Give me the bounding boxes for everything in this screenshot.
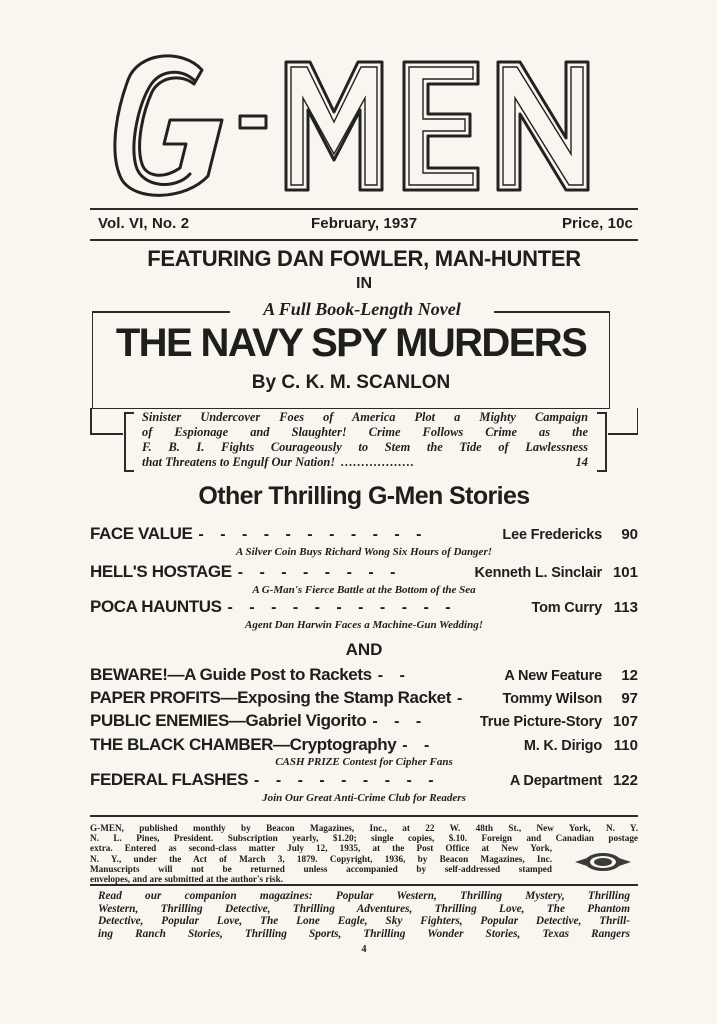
issue-line [98, 213, 633, 235]
companion-line: Read our companion magazines: Popular Western, Thrilling Mystery, Thrilling [98, 890, 630, 902]
toc-title: PAPER PROFITS—Exposing the Stamp Racket [90, 688, 451, 707]
pubinfo-line: envelopes, and are submitted at the author's risk. [90, 874, 284, 885]
and-divider: AND [345, 640, 383, 659]
blurb-line: that Threatens to Engulf Our Nation! [142, 455, 336, 469]
companion-line: Detective, Popular Love, The Lone Eagle, Sky Fighters, Popular Detective, Thrill- [98, 915, 630, 927]
pubinfo-rule-bottom [90, 884, 638, 886]
featuring-line: FEATURING DAN FOWLER, MAN-HUNTER [147, 246, 581, 271]
novel-byline: By C. K. M. SCANLON [251, 372, 451, 393]
blurb-connector-left [90, 433, 123, 435]
toc-row [90, 597, 638, 619]
toc-title: FACE VALUE [90, 524, 193, 543]
other-stories-heading: Other Thrilling G-Men Stories [198, 482, 530, 510]
novel-blurb [142, 410, 588, 470]
companion-magazines [98, 890, 630, 940]
toc-title: BEWARE!—A Guide Post to Rackets [90, 665, 372, 684]
toc-author: Lee Fredericks [502, 527, 602, 543]
pubinfo-rule-top [90, 815, 638, 817]
toc-subtitle: A G-Man's Fierce Battle at the Bottom of the Sea [252, 584, 476, 596]
toc-row [90, 665, 638, 687]
toc-page: 12 [621, 667, 638, 684]
toc-title: HELL'S HOSTAGE [90, 562, 232, 581]
toc-leader: - - - - - - - - [237, 564, 402, 581]
toc-title: PUBLIC ENEMIES—Gabriel Vigorito [90, 711, 367, 730]
toc-title: FEDERAL FLASHES [90, 770, 249, 789]
masthead-logo [90, 40, 630, 205]
toc-author: True Picture-Story [479, 714, 602, 730]
blurb-line: Sinister Undercover Foes of America Plot a Mighty Campaign [142, 410, 588, 424]
toc-subtitle: Join Our Great Anti-Crime Club for Readers [262, 792, 466, 804]
toc-row [90, 711, 638, 733]
novel-kicker: A Full Book-Length Novel [263, 299, 461, 319]
toc-author: A Department [509, 773, 602, 789]
volume-number: Vol. VI, No. 2 [98, 215, 190, 232]
toc-leader: - - [402, 737, 436, 754]
toc-row [90, 688, 638, 710]
toc-page: 97 [621, 690, 638, 707]
toc-row [90, 524, 638, 546]
toc-leader: - [457, 690, 469, 707]
pubinfo-line: Manuscripts will not be returned unless accompanied by self-addressed stamped [90, 863, 552, 874]
toc-row [90, 735, 638, 757]
blurb-frame-right [637, 408, 639, 434]
companion-line: Western, Thrilling Detective, Thrilling Adventures, Thrilling Love, The Phantom [98, 902, 630, 915]
toc-leader: - - - - - - - - - - - [227, 599, 457, 616]
novel-blurb-frame [90, 408, 638, 474]
toc-author: Tommy Wilson [502, 691, 602, 707]
publication-info [90, 823, 638, 884]
blurb-last-line [142, 455, 588, 470]
issue-rule-top [90, 208, 638, 210]
toc-author: Kenneth L. Sinclair [474, 565, 602, 581]
toc-page: 90 [621, 526, 638, 543]
blurb-connector-right [608, 433, 638, 435]
pubinfo-line: N. L. Pines, President. Subscription yearly, $1.20; single copies, $.10. Foreign and Canadian postage [90, 833, 638, 844]
publisher-emblem-icon [573, 850, 633, 874]
novel-title: THE NAVY SPY MURDERS [115, 321, 587, 365]
toc-author: Tom Curry [531, 600, 602, 616]
toc-subtitle: CASH PRIZE Contest for Cipher Fans [275, 756, 453, 768]
toc-author: M. K. Dirigo [523, 738, 602, 754]
toc-subtitle: A Silver Coin Buys Richard Wong Six Hours of Danger! [235, 546, 493, 558]
toc-row [90, 770, 638, 792]
toc-author: A New Feature [504, 668, 602, 684]
toc-page: 110 [613, 737, 638, 754]
blurb-dot-leader: .................. [341, 455, 415, 469]
pubinfo-line: N. Y., under the Act of March 3, 1879. Copyright, 1936, by Beacon Magazines, Inc. [90, 853, 552, 864]
pubinfo-line: extra. Entered as second-class matter July 12, 1935, at the Post Office at New York, [90, 843, 552, 854]
issue-date: February, 1937 [311, 215, 418, 232]
issue-rule-bottom [90, 239, 638, 241]
toc-leader: - - - [372, 713, 428, 730]
toc-page: 101 [612, 564, 638, 581]
issue-price: Price, 10c [561, 215, 633, 232]
page-number: 4 [361, 944, 367, 955]
toc-title: POCA HAUNTUS [90, 597, 222, 616]
toc-page: 107 [612, 713, 638, 730]
toc-page: 113 [613, 599, 638, 616]
g-men-logo [90, 40, 630, 205]
novel-page-number: 14 [575, 455, 588, 469]
toc-title: THE BLACK CHAMBER—Cryptography [90, 735, 397, 754]
toc-subtitle: Agent Dan Harwin Faces a Machine-Gun Wedding! [245, 619, 483, 631]
blurb-line: of Espionage and Slaughter! Crime Follows Crime as the [142, 425, 588, 439]
blurb-bracket-left [124, 412, 134, 472]
toc-page: 122 [612, 772, 638, 789]
toc-row [90, 562, 638, 584]
pubinfo-line: G-MEN, published monthly by Beacon Magazines, Inc., at 22 W. 48th St., New York, N. Y. [90, 823, 638, 833]
blurb-frame-left [90, 408, 92, 434]
toc-leader: - - - - - - - - - [254, 772, 440, 789]
toc-leader: - - [377, 667, 411, 684]
featuring-in: IN [356, 275, 372, 292]
blurb-line: F. B. I. Fights Courageously to Stem the Tide of Lawlessness [142, 440, 588, 454]
blurb-bracket-right [597, 412, 607, 472]
toc-leader: - - - - - - - - - - - [198, 526, 428, 543]
companion-line: ing Ranch Stories, Thrilling Sports, Thrilling Wonder Stories, Texas Rangers [98, 927, 630, 940]
